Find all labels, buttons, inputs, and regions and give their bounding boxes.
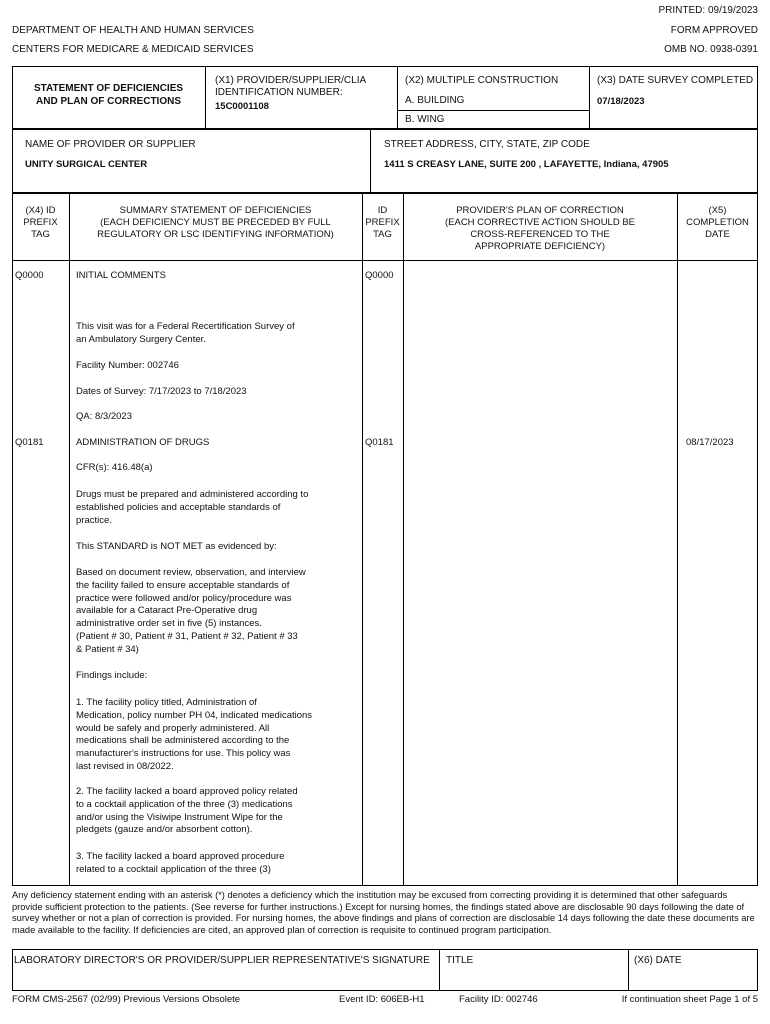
provider-name-label: NAME OF PROVIDER OR SUPPLIER — [25, 139, 196, 150]
x2-label: (X2) MULTIPLE CONSTRUCTION — [405, 75, 559, 86]
paragraph-findings: Findings include: — [76, 670, 148, 681]
paragraph-finding-3: 3. The facility lacked a board approved procedure related to a cocktail application of the three (3) — [76, 851, 285, 875]
paragraph-cfr: CFR(s): 416.48(a) — [76, 462, 153, 473]
form-approved: FORM APPROVED — [670, 25, 758, 36]
deficiency-table — [12, 193, 758, 886]
x5-header: (X5) COMPLETION DATE — [686, 205, 749, 240]
statement-line-1: STATEMENT OF DEFICIENCIES — [33, 83, 184, 94]
r1-id-tag: Q0000 — [365, 270, 394, 281]
x3-label: (X3) DATE SURVEY COMPLETED — [597, 75, 754, 86]
r2-title: ADMINISTRATION OF DRUGS — [76, 437, 210, 448]
paragraph-facility-number: Facility Number: 002746 — [76, 360, 179, 371]
x1-value: 15C0001108 — [215, 101, 269, 112]
x1-label: (X1) PROVIDER/SUPPLIER/CLIA IDENTIFICATION NUMBER: — [215, 75, 367, 98]
paragraph-visit: This visit was for a Federal Recertification Survey of an Ambulatory Surgery Center. — [76, 321, 295, 345]
statement-title — [12, 82, 205, 108]
plan-header: PROVIDER'S PLAN OF CORRECTION (EACH CORRECTIVE ACTION SHOULD BE CROSS-REFERENCED TO THE APPROPRIATE DEFICIENCY) — [444, 205, 636, 252]
x2-building: A. BUILDING — [405, 95, 465, 106]
omb-number: OMB NO. 0938-0391 — [664, 44, 758, 55]
r1-title: INITIAL COMMENTS — [76, 270, 166, 281]
disclaimer: Any deficiency statement ending with an asterisk (*) denotes a deficiency which the institution may be excused from correcting providing it is determined that other safeguards provide sufficient protection to the patients. (See reverse for further instructions.) Except for nursing homes, the findings stated above are disclosable 90 days following the date of survey whether or not a plan of correction is provided. For nursing homes, the above findings and plans of correction are disclosable 14 days following the date these documents are made available to the facility. If deficiencies are cited, an approved plan of correction is requisite to continued program participation. — [12, 890, 755, 936]
printed-date: PRINTED: 09/19/2023 — [658, 5, 758, 16]
x6-date-label: (X6) DATE — [634, 955, 682, 966]
page-number: If continuation sheet Page 1 of 5 — [621, 994, 758, 1005]
provider-name: UNITY SURGICAL CENTER — [25, 159, 148, 170]
title-label: TITLE — [446, 955, 474, 966]
x2-wing: B. WING — [405, 114, 445, 125]
paragraph-drugs: Drugs must be prepared and administered according to established policies and acceptable standards of practice. — [76, 489, 309, 526]
paragraph-standard: This STANDARD is NOT MET as evidenced by: — [76, 541, 277, 552]
paragraph-finding-2: 2. The facility lacked a board approved policy related to a cocktail application of the three (3) medications and/or using the Visiwipe Instrument Wipe for the pledgets (gauze and/or absorbent cotton). — [76, 786, 298, 836]
address-label: STREET ADDRESS, CITY, STATE, ZIP CODE — [384, 139, 590, 150]
event-id: Event ID: 606EB-H1 — [339, 994, 425, 1005]
x4-header: (X4) ID PREFIX TAG — [23, 205, 58, 240]
address-value: 1411 S CREASY LANE, SUITE 200 , LAFAYETTE, Indiana, 47905 — [384, 159, 669, 170]
statement-line-2: AND PLAN OF CORRECTIONS — [36, 96, 181, 107]
r1-prefix-tag: Q0000 — [15, 270, 44, 281]
r2-id-tag: Q0181 — [365, 437, 394, 448]
x3-value: 07/18/2023 — [597, 96, 645, 107]
paragraph-dates: Dates of Survey: 7/17/2023 to 7/18/2023 — [76, 386, 247, 397]
form-number: FORM CMS-2567 (02/99) Previous Versions Obsolete — [12, 994, 241, 1005]
r2-completion-date: 08/17/2023 — [686, 437, 734, 448]
summary-header: SUMMARY STATEMENT OF DEFICIENCIES (EACH DEFICIENCY MUST BE PRECEDED BY FULL REGULATORY OR LSC IDENTIFYING INFORMATION) — [97, 205, 334, 240]
id-header: ID PREFIX TAG — [365, 205, 400, 240]
facility-id: Facility ID: 002746 — [459, 994, 538, 1005]
department-name: DEPARTMENT OF HEALTH AND HUMAN SERVICES — [12, 25, 254, 36]
signature-label: LABORATORY DIRECTOR'S OR PROVIDER/SUPPLIER REPRESENTATIVE'S SIGNATURE — [14, 955, 430, 966]
paragraph-qa: QA: 8/3/2023 — [76, 411, 132, 422]
paragraph-finding-1: 1. The facility policy titled, Administration of Medication, policy number PH 04, indicated medications would be safely and properly administered. All medications shall be administered according to the manufacturer's instructions for use. This policy was last revised in 08/2022. — [76, 697, 313, 772]
r2-prefix-tag: Q0181 — [15, 437, 44, 448]
paragraph-based-on: Based on document review, observation, and interview the facility failed to ensure acceptable standards of practice were followed and/or policy/procedure was available for a Cataract Pre-Operative drug administrative order set in five (5) instances. (Patient # 30, Patient # 31, Patient # 32, Patient # 33 & Patient # 34) — [76, 567, 306, 655]
centers-name: CENTERS FOR MEDICARE & MEDICAID SERVICES — [12, 44, 254, 55]
